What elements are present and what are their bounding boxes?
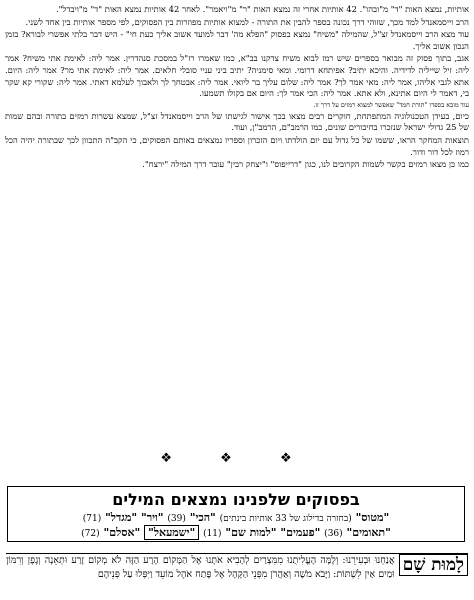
word-note: (בחזרה בדילוג של 33 אותיות בינתים) — [219, 514, 352, 524]
paragraph: הרב וייסמאנדל למד מכך, שזוהי דרך נכונה בספר להבין את התורה - למצוא אותיות מפוזרות בין הפסוקים, לפי מספר אותיות בין אחד לשני. — [25, 16, 469, 27]
paragraph: אגב, בתוך פסוק זה מבואר בספרים שיש רמז לבוא משיח צדקנו בב"א, כמו שאמרו רז"ל במסכת סנהדרין. אמר ליה: לאימת אתי משיח? אמר ליה: זיל שייליה לדידיה. והיכא יתיב? אפיתחא דרומי. ומאי סימניה? יתיב ביני עניי סובלי חלאים. אמר ליה: לאימת אתי מר? אמר ליה: היום. אתא לגבי אליהו, אמר ליה: מאי אמר לך? אמר ליה: שלום עליך בר ליואי. אמר ליה: אבטחך לך ולאבוך לעלמא דאתי. אמר ליה: שקורי קא שקר בי, דאמר לי היום אתינא, ולא אתא. אמר ליה: הכי אמר לך: היום אם בקולו תשמעו. — [5, 53, 469, 99]
words-found-box — [7, 486, 465, 542]
word-note: (11) — [203, 529, 222, 539]
paragraph: כמו כן מצאו רמזים בקשר לשמות הקרובים לנו, כגון "דרייפוס" ו"יצחק רבין" עובר דרך המילה "ירצח". — [142, 159, 469, 170]
found-word: "ישמעאל" — [144, 525, 199, 540]
found-word: "אסלם" — [103, 526, 141, 539]
torah-lead-word: לָמוּת שָׁם — [399, 554, 468, 576]
word-note: (71) — [82, 514, 102, 524]
article-body — [5, 4, 469, 172]
ornament-divider: ❖ ❖ ❖ — [160, 451, 314, 466]
word-note: (72) — [81, 529, 100, 539]
paragraph: אותיות, נמצא האות "ד" מ"ובהו". 42 אותיות אחרי זה נמצא האות "ר" מ"ויאמר". לאחר 42 אותיות נמצא האות "ד" מ"ויבדל". — [56, 4, 469, 14]
found-word: "הכי" — [189, 511, 216, 524]
found-word: "מטוס" — [355, 511, 390, 524]
torah-text: אֲנַחְנוּ וּבְעִירֵנוּ: וְלָמָּה הֶעֱלִיתֻנוּ מִמִּצְרַיִם לְהָבִיא אֹתָנוּ אֶל הַמָּקוֹם הָרָע הַזֶּה לֹא מְקוֹם זֶרַע וּתְאֵנָה וְגֶפֶן וְרִמּוֹן וּמַיִם אַיִן לִשְׁתּוֹת: וַיָּבֹא מֹשֶׁה וְאַהֲרֹן מִפְּנֵי הַקָּהָל אֶל פֶּתַח אֹהֶל מוֹעֵד וַיִּפְּלוּ עַל פְּנֵיהֶם — [6, 555, 395, 580]
torah-excerpt — [6, 553, 468, 598]
box-line-1 — [8, 511, 464, 524]
found-word: "פעמים" — [280, 526, 321, 539]
box-heading: בפסוקים שלפנינו נמצאים המילים — [112, 490, 360, 509]
found-word: "ויר" — [140, 511, 164, 524]
word-note: (39) — [167, 514, 186, 524]
word-note: (36) — [324, 529, 343, 539]
box-line-2 — [8, 526, 464, 539]
paragraph: כיום, בעידן הטכנולוגיה המתפתחת, חוקרים רבים מצאו בכך אישור לגישתו של הרב וייסמאנדל זצ"ל, שמצא עשרות רמזים בתורה ובהם שמות של 25 גדולי ישראל שנזכרו בחיבורים שונים, כמו הרמב"ם, הרמב"ן, ועוד. — [5, 110, 469, 133]
found-word: "מגדל" — [105, 511, 138, 524]
found-word: "למות שם" — [225, 526, 277, 539]
found-word: "תאומים" — [346, 526, 391, 539]
source-note: עוד מובא בספרו "תורת חמד" שאפשר למצוא רמזים על דרך זו. — [313, 100, 469, 109]
paragraph: עוד מצא הרב וייסמאנדל זצ"ל, שהמילה "משיח" נמצא בפסוק "הפלא מה' דבר למועד אשוב אליך כעת חי" - היש דבר בלתי אפשרי לבורא? בזמן הנכון אשוב אליך. — [5, 29, 469, 51]
paragraph: תוצאות המחקר הראו, ששמו של כל גדול עם יום הולדתו ויום הזכרון וספריו נמצאים באותם הפסוקים, כי הקב"ה התכוון לכך שבתורה יהיה הכל רמוז לכל דור ודור. — [5, 134, 469, 157]
